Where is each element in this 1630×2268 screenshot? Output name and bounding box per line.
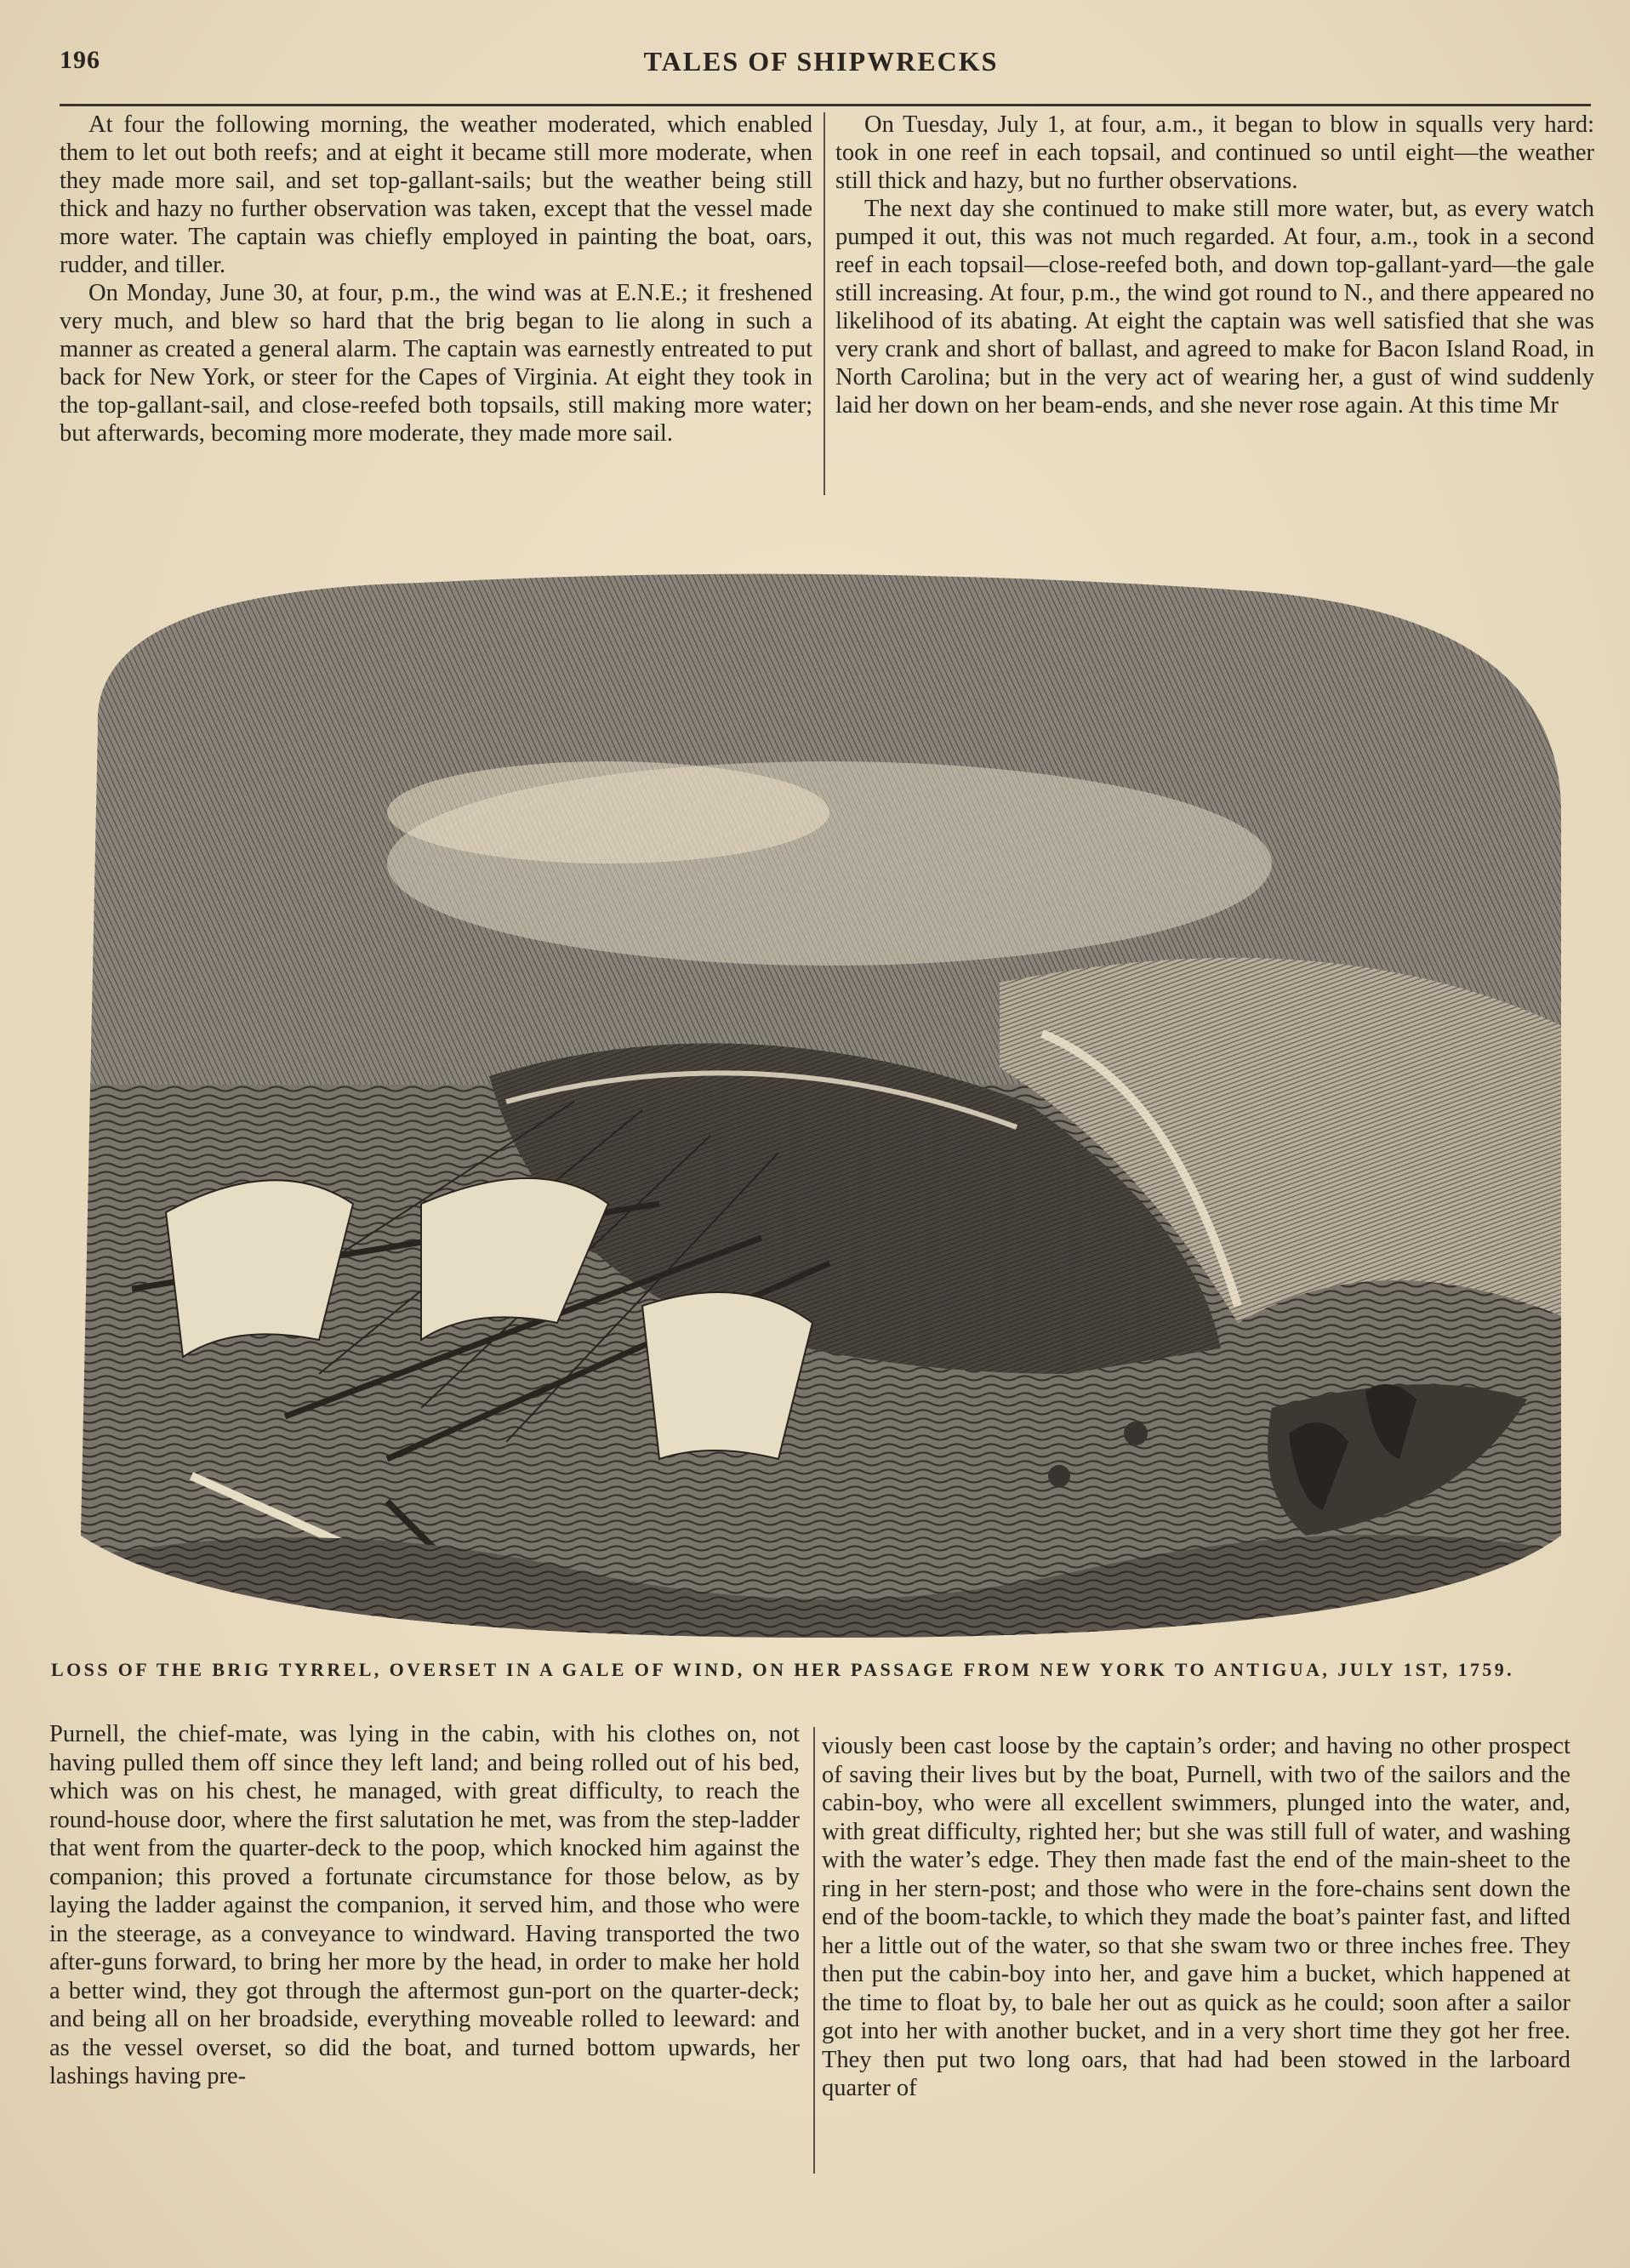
upper-right-column [835,111,1594,419]
column-divider [813,1727,815,2174]
engraving-scene [64,557,1578,1650]
paragraph: On Tuesday, July 1, at four, a.m., it began to blow in squalls very hard: took in one reef in each topsail, and continued so until eight—the weather still thick and hazy, but no further observations. [835,111,1594,194]
upper-left-column [60,111,812,447]
paragraph: On Monday, June 30, at four, p.m., the wind was at E.N.E.; it freshened very much, and blew so hard that the brig began to lie along in such a manner as created a general alarm. The captain was earnestly entreated to put back for New York, or steer for the Capes of Virginia. At eight they took in the top-gallant-sail, and close-reefed both topsails, still making more water; but afterwards, becoming more moderate, they made more sail. [60,280,812,447]
swimmer [1124,1422,1148,1445]
page-number: 196 [60,46,100,74]
paragraph: At four the following morning, the weather moderated, which enabled them to let out both reefs; and at eight it became still more moderate, when they made more sail, and set top-gallant-sails; but the weather being still thick and hazy no further observation was taken, except that the vessel made more water. The captain was chiefly employed in painting the boat, oars, rudder, and tiller. [60,111,812,278]
paragraph: The next day she continued to make still more water, but, as every watch pumped it out, this was not much regarded. At four, a.m., took in a second reef in each topsail—close-reefed both, and down top-gallant-yard—the gale still increasing. At four, p.m., the wind got round to N., and there appeared no likelihood of its abating. At eight the captain was well satisfied that she was very crank and short of ballast, and agreed to make for Bacon Island Road, in North Carolina; but in the very act of wearing her, a gust of wind suddenly laid her down on her beam-ends, and she never rose again. At this time Mr [835,196,1594,419]
page-header [60,41,1582,83]
paragraph: Purnell, the chief-mate, was lying in the cabin, with his clothes on, not having pulled them off since they left land; and being rolled out of his bed, which was on his chest, he managed, with great difficulty, to reach the round-house door, where the first salutation he met, was from the step-ladder that went from the quarter-deck to the poop, which knocked him against the companion; this proved a fortunate circumstance for those below, as by laying the ladder against the companion, it served him, and those who were in the steerage, as a conveyance to windward. Having transported the two after-guns forward, to bring her more by the head, in order to make her hold a better wind, they got through the aftermost gun-port on the quarter-deck; and being all on her broadside, everything moveable rolled to leeward: and as the vessel overset, so did the boat, and turned bottom upwards, her lashings having pre- [49,1721,800,2089]
column-divider [824,112,825,495]
running-title: TALES OF SHIPWRECKS [643,46,999,77]
paragraph: viously been cast loose by the captain’s order; and having no other prospect of saving their lives but by the boat, Purnell, with two of the sailors and the cabin-boy, who were all excellent swimmers, plunged into the water, and, with great difficulty, righted her; but she was still full of water, and washing with the water’s edge. They then made fast the end of the main-sheet to the ring in her stern-post; and those who were in the fore-chains sent down the end of the boom-tackle, to which they made the boat’s painter fast, and lifted her a little out of the water, so that she swam two or three inches free. They then put the cabin-boy into her, and gave him a bucket, which happened at the time to float by, to bale her out as quick as he could; soon after a sailor got into her with another bucket, and in a very short time they got her free. They then put two long oars, that had had been stowed in the larboard quarter of [822,1733,1570,2101]
header-rule [60,104,1591,106]
swimmer [1048,1465,1070,1487]
illustration-caption: LOSS OF THE BRIG TYRREL, OVERSET IN A GALE OF WIND, ON HER PASSAGE FROM NEW YORK TO ANTIGUA, JULY 1ST, 1759. [51,1659,1515,1680]
lower-right-column [822,1732,1570,2103]
shipwreck-engraving [64,557,1578,1650]
lower-left-column [49,1720,800,2091]
